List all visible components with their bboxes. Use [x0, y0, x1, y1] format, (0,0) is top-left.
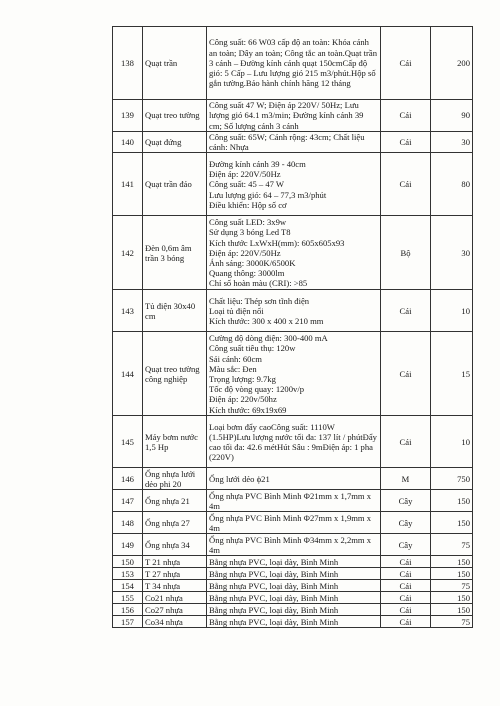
item-specification: Chất liệu: Thép sơn tĩnh điện Loại tủ điện nổi Kích thước: 300 x 400 x 210 mm — [207, 290, 381, 332]
row-number: 142 — [113, 216, 143, 290]
item-quantity: 10 — [431, 290, 473, 332]
table-row — [113, 512, 473, 534]
item-quantity: 75 — [431, 580, 473, 592]
item-specification: Công suất: 66 W03 cấp độ an toàn: Khóa cánh an toàn; Dây an toàn; Công tắc an toàn.Quạt trần 3 cánh – Đường kính cánh quạt 150cmCấp độ gió: 5 Cấp – Lưu lượng gió 215 m3/phút.Hộp số gắn tường.Bảo hành chính hãng 12 tháng — [207, 27, 381, 100]
item-specification: Ống nhựa PVC Bình Minh Φ27mm x 1,9mm x 4m — [207, 512, 381, 534]
item-specification: Ống lưới dẻo ϕ21 — [207, 468, 381, 490]
row-number: 150 — [113, 556, 143, 568]
item-unit: Cây — [381, 490, 431, 512]
item-specification: Cường độ dòng điện: 300-400 mA Công suất tiêu thụ: 120w Sải cánh: 60cm Màu sắc: Đen Trọng lượng: 9.7kg Tốc độ vòng quay: 1200v/p Điện áp: 220v/50hz Kích thước: 69x19x69 — [207, 332, 381, 416]
table-row — [113, 332, 473, 416]
table-row — [113, 468, 473, 490]
item-quantity: 150 — [431, 512, 473, 534]
row-number: 153 — [113, 568, 143, 580]
item-unit: Cái — [381, 556, 431, 568]
item-specification: Loại bơm đẩy caoCông suất: 1110W (1.5HP)Lưu lượng nước tối đa: 137 lít / phútĐẩy cao tối đa: 42.6 métHút Sâu : 9mĐiện áp: 1 pha (220V) — [207, 416, 381, 468]
table-row — [113, 290, 473, 332]
item-quantity: 150 — [431, 490, 473, 512]
item-unit: Cái — [381, 580, 431, 592]
item-quantity: 750 — [431, 468, 473, 490]
item-quantity: 30 — [431, 216, 473, 290]
table-row — [113, 580, 473, 592]
item-specification: Bằng nhựa PVC, loại dày, Bình Minh — [207, 580, 381, 592]
item-name: Co21 nhựa — [143, 592, 207, 604]
item-unit: Cái — [381, 592, 431, 604]
item-specification: Công suất: 65W; Cánh rộng: 43cm; Chất liệu cánh: Nhựa — [207, 132, 381, 153]
item-unit: Cái — [381, 290, 431, 332]
item-unit: Cái — [381, 332, 431, 416]
table-body — [113, 27, 473, 628]
item-unit: M — [381, 468, 431, 490]
item-name: Ống nhựa 21 — [143, 490, 207, 512]
row-number: 155 — [113, 592, 143, 604]
item-name: Đèn 0,6m âm trần 3 bóng — [143, 216, 207, 290]
item-unit: Cái — [381, 100, 431, 132]
row-number: 154 — [113, 580, 143, 592]
item-specification: Bằng nhựa PVC, loại dày, Bình Minh — [207, 616, 381, 628]
item-name: Co27 nhựa — [143, 604, 207, 616]
row-number: 144 — [113, 332, 143, 416]
item-name: Co34 nhựa — [143, 616, 207, 628]
item-unit: Bộ — [381, 216, 431, 290]
item-quantity: 150 — [431, 604, 473, 616]
row-number: 149 — [113, 534, 143, 556]
item-unit: Cây — [381, 512, 431, 534]
item-unit: Cái — [381, 27, 431, 100]
item-name: Quạt đứng — [143, 132, 207, 153]
item-unit: Cái — [381, 416, 431, 468]
item-name: Quạt trần — [143, 27, 207, 100]
item-unit: Cái — [381, 616, 431, 628]
item-name: Ống nhựa lưới dẻo phi 20 — [143, 468, 207, 490]
table-row — [113, 416, 473, 468]
row-number: 148 — [113, 512, 143, 534]
item-quantity: 150 — [431, 568, 473, 580]
item-name: Ống nhựa 27 — [143, 512, 207, 534]
item-unit: Cây — [381, 534, 431, 556]
equipment-spec-table — [112, 26, 473, 628]
table-row — [113, 132, 473, 153]
item-quantity: 90 — [431, 100, 473, 132]
row-number: 140 — [113, 132, 143, 153]
item-name: T 21 nhựa — [143, 556, 207, 568]
item-unit: Cái — [381, 604, 431, 616]
item-quantity: 150 — [431, 592, 473, 604]
item-quantity: 200 — [431, 27, 473, 100]
table-row — [113, 216, 473, 290]
item-name: Máy bơm nước 1,5 Hp — [143, 416, 207, 468]
item-quantity: 15 — [431, 332, 473, 416]
table-row — [113, 592, 473, 604]
row-number: 139 — [113, 100, 143, 132]
table-row — [113, 534, 473, 556]
item-name: Ống nhựa 34 — [143, 534, 207, 556]
table-row — [113, 616, 473, 628]
item-quantity: 75 — [431, 534, 473, 556]
item-specification: Đường kính cánh 39 - 40cm Điện áp: 220V/50Hz Công suất: 45 – 47 W Lưu lượng gió: 64 – 77,3 m3/phút Điều khiển: Hộp số cơ — [207, 153, 381, 216]
item-name: Quạt trần đảo — [143, 153, 207, 216]
item-unit: Cái — [381, 568, 431, 580]
row-number: 141 — [113, 153, 143, 216]
item-specification: Bằng nhựa PVC, loại dày, Bình Minh — [207, 568, 381, 580]
table-row — [113, 568, 473, 580]
item-specification: Công suất 47 W; Điện áp 220V/ 50Hz; Lưu lượng gió 64.1 m3/min; Đường kính cánh 39 cm; Số lượng cánh 3 cánh — [207, 100, 381, 132]
item-specification: Bằng nhựa PVC, loại dày, Bình Minh — [207, 556, 381, 568]
item-quantity: 30 — [431, 132, 473, 153]
item-quantity: 10 — [431, 416, 473, 468]
item-name: T 34 nhựa — [143, 580, 207, 592]
row-number: 157 — [113, 616, 143, 628]
item-specification: Bằng nhựa PVC, loại dày, Bình Minh — [207, 592, 381, 604]
table-row — [113, 556, 473, 568]
item-specification: Ống nhựa PVC Bình Minh Φ21mm x 1,7mm x 4m — [207, 490, 381, 512]
row-number: 146 — [113, 468, 143, 490]
item-specification: Công suất LED: 3x9w Sử dụng 3 bóng Led T8 Kích thước LxWxH(mm): 605x605x93 Điện áp: 220V/50Hz Ánh sáng: 3000K/6500K Quang thông: 3000lm Chỉ số hoàn màu (CRI): >85 — [207, 216, 381, 290]
item-name: T 27 nhựa — [143, 568, 207, 580]
row-number: 147 — [113, 490, 143, 512]
table-row — [113, 604, 473, 616]
table-row — [113, 490, 473, 512]
item-unit: Cái — [381, 153, 431, 216]
item-unit: Cái — [381, 132, 431, 153]
item-specification: Bằng nhựa PVC, loại dày, Bình Minh — [207, 604, 381, 616]
row-number: 145 — [113, 416, 143, 468]
item-name: Quạt treo tường — [143, 100, 207, 132]
item-quantity: 75 — [431, 616, 473, 628]
item-name: Quạt treo tường công nghiệp — [143, 332, 207, 416]
item-specification: Ống nhựa PVC Bình Minh Φ34mm x 2,2mm x 4m — [207, 534, 381, 556]
item-quantity: 80 — [431, 153, 473, 216]
item-name: Tủ điện 30x40 cm — [143, 290, 207, 332]
item-quantity: 150 — [431, 556, 473, 568]
table-row — [113, 27, 473, 100]
row-number: 138 — [113, 27, 143, 100]
table-row — [113, 153, 473, 216]
row-number: 156 — [113, 604, 143, 616]
row-number: 143 — [113, 290, 143, 332]
table-row — [113, 100, 473, 132]
